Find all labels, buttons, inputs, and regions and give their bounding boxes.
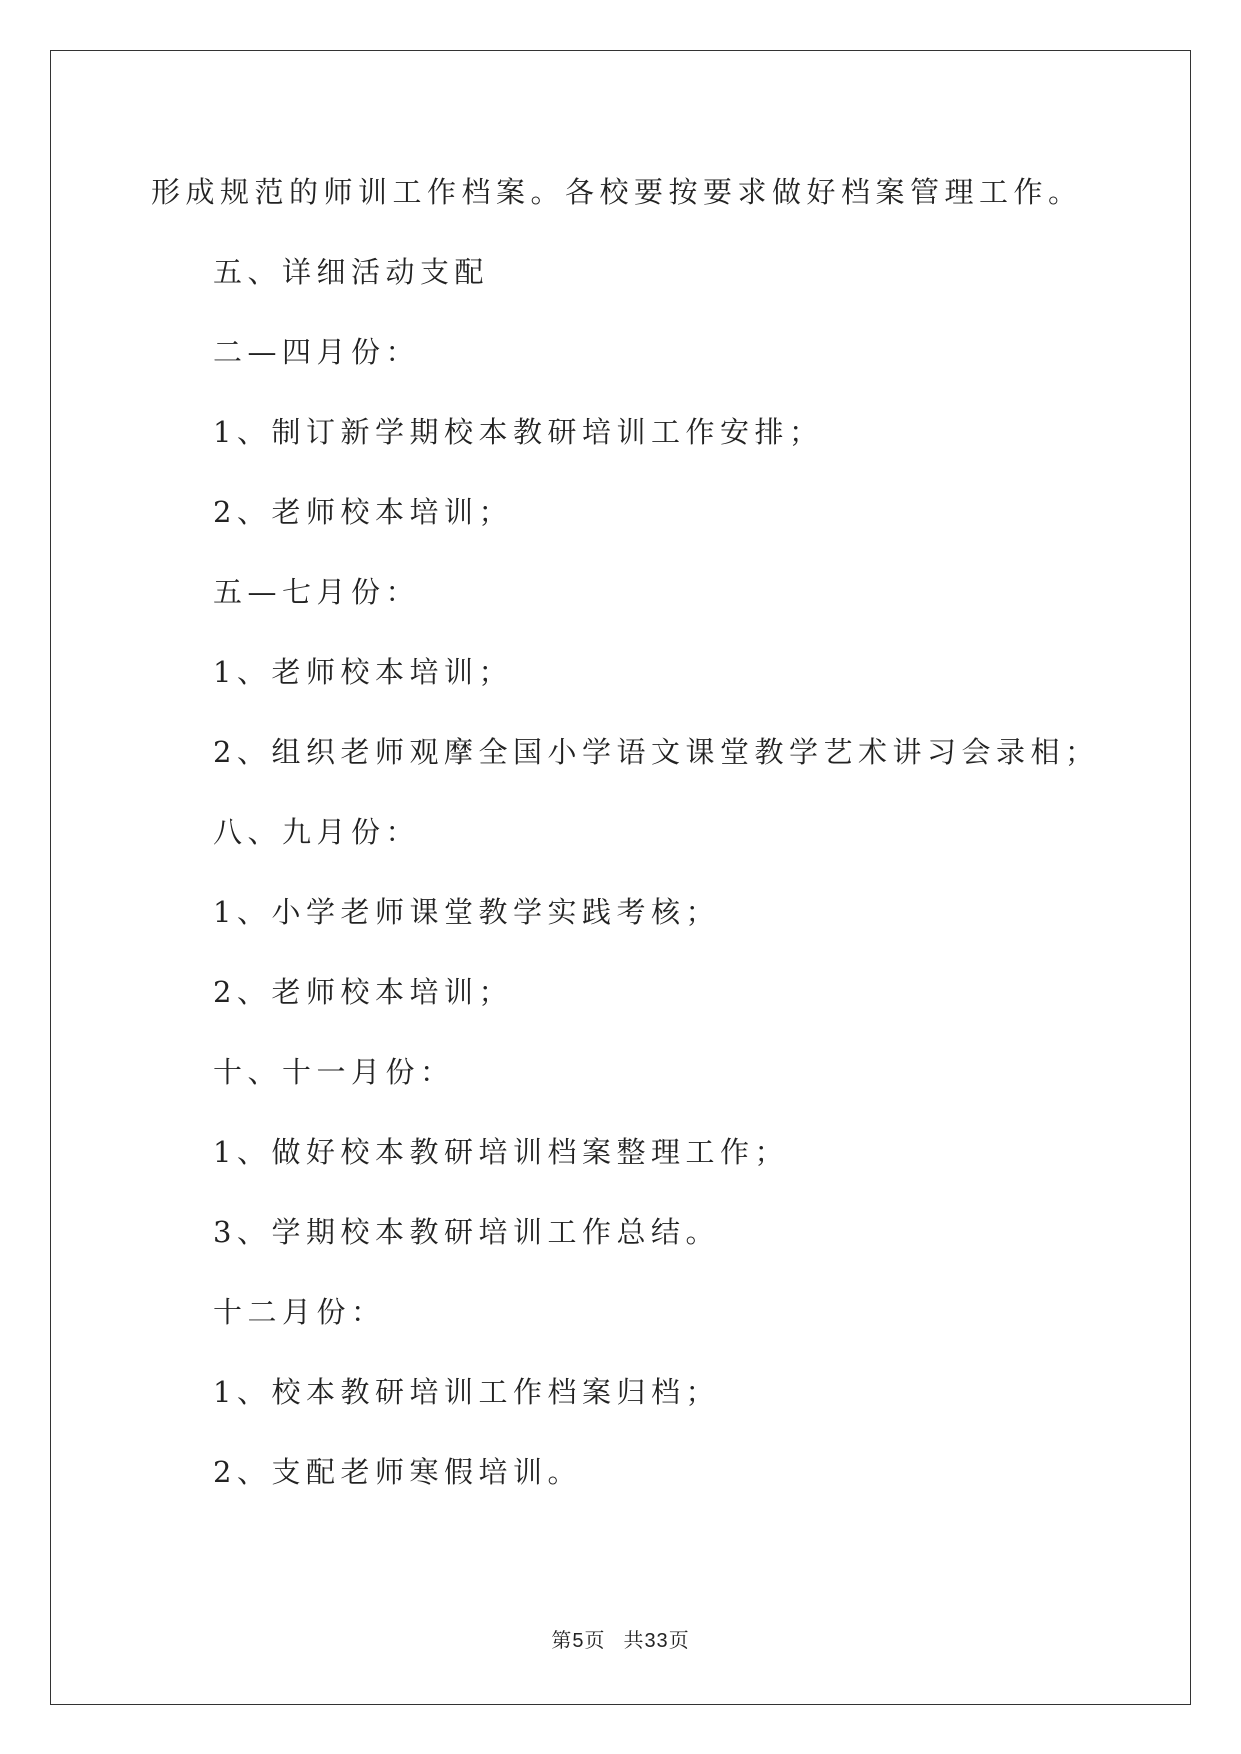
page-footer [0,1624,1241,1653]
month-heading: 十二月份： [213,1295,386,1329]
paragraph-line: 形成规范的师训工作档案。各校要按要求做好档案管理工作。 [151,175,1083,209]
list-item: 1、校本教研培训工作档案归档； [213,1375,720,1409]
month-heading: 十、十一月份： [213,1055,455,1089]
list-item: 1、做好校本教研培训档案整理工作； [213,1135,789,1169]
list-item: 2、组织老师观摩全国小学语文课堂教学艺术讲习会录相； [213,735,1100,769]
page-number: 5 [572,1630,585,1652]
page-prefix: 第 [551,1630,573,1652]
list-item: 1、制订新学期校本教研培训工作安排； [213,415,824,449]
list-item: 1、老师校本培训； [213,655,513,689]
section-heading: 五、详细活动支配 [213,255,490,289]
total-suffix: 页 [668,1630,690,1652]
list-item: 2、老师校本培训； [213,495,513,529]
list-item: 2、老师校本培训； [213,975,513,1009]
total-prefix: 共 [623,1630,645,1652]
month-heading: 二—四月份： [213,335,421,369]
page-suffix: 页 [584,1630,606,1652]
list-item: 2、支配老师寒假培训。 [213,1455,582,1489]
total-pages: 33 [644,1630,669,1652]
month-heading: 八、九月份： [213,815,421,849]
list-item: 1、小学老师课堂教学实践考核； [213,895,720,929]
list-item: 3、学期校本教研培训工作总结。 [213,1215,720,1249]
month-heading: 五—七月份： [213,575,421,609]
